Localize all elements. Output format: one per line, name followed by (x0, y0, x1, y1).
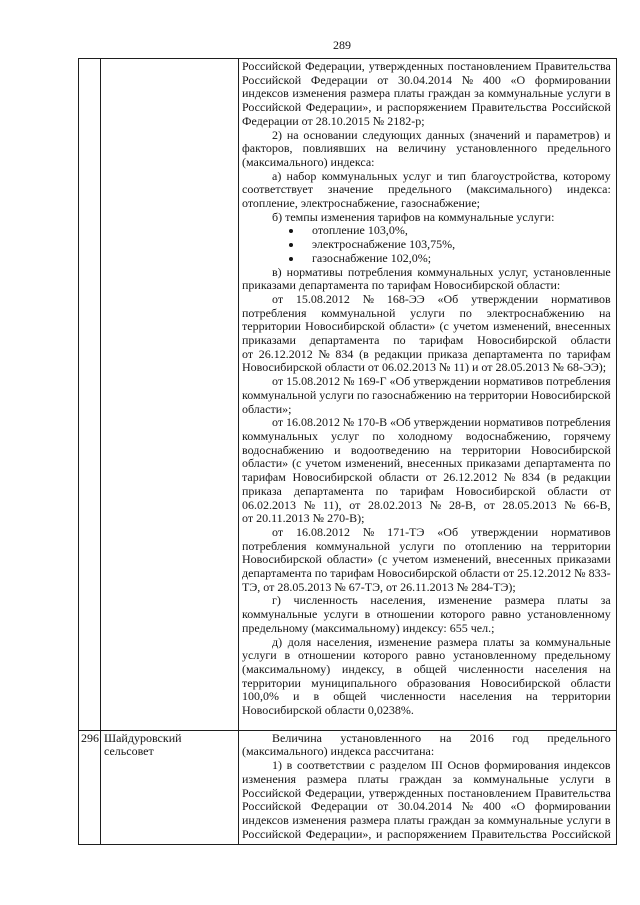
list-item (242, 224, 611, 238)
list-item (242, 252, 611, 266)
text-line (242, 307, 611, 321)
text-line (242, 649, 611, 663)
text-line (242, 636, 611, 650)
table-row (79, 731, 617, 846)
text-line-content: Российской Федерации от 30.04.2014 № 400 «О формировании (242, 72, 611, 87)
text-line-content: территории муниципального образования Новосибирской области (242, 675, 611, 690)
table-row (79, 59, 617, 731)
bullet-icon (289, 257, 293, 261)
text-line (242, 74, 611, 88)
text-line (242, 759, 611, 773)
text-line (242, 320, 611, 334)
text-line (242, 416, 611, 430)
text-line (242, 800, 611, 814)
text-line (242, 444, 611, 458)
text-line (242, 266, 611, 280)
text-line (242, 787, 611, 801)
text-line (242, 389, 611, 403)
list-item-text: газоснабжение 102,0%; (312, 250, 432, 265)
text-line (242, 553, 611, 567)
list-item (242, 238, 611, 252)
text-line-content: от 16.08.2012 № 170-В «Об утверждении нормативов потребления (272, 415, 611, 430)
text-line-content: отопление, электроснабжение, газоснабжение; (242, 196, 481, 211)
text-line (242, 732, 611, 746)
text-line-content: д) доля населения, изменение размера платы за коммунальные (272, 634, 611, 649)
text-line (242, 828, 611, 842)
text-line (242, 129, 611, 143)
text-line (242, 293, 611, 307)
text-line (242, 814, 611, 828)
text-line (242, 430, 611, 444)
text-line (242, 677, 611, 691)
text-line-content: а) набор коммунальных услуг и тип благоустройства, которому (272, 168, 611, 183)
text-line (242, 115, 611, 129)
text-line-content: в) нормативы потребления коммунальных услуг, установленные (272, 264, 611, 279)
bullet-list (242, 224, 611, 265)
paragraph (242, 526, 611, 595)
paragraph (242, 129, 611, 170)
list-item-text: электроснабжение 103,75%, (312, 237, 456, 252)
text-line-content: от 15.08.2012 № 168-ЭЭ «Об утверждении нормативов (272, 291, 611, 306)
text-line-content: Новосибирской области от 06.02.2013 № 11) и от 28.05.2013 № 68-ЭЭ); (242, 360, 607, 375)
text-line-content: Российской Федерации», и распоряжением Правительства Российской (242, 100, 611, 115)
text-line-content: соответствует значение предельного (максимального) индекса: (242, 182, 611, 197)
text-line (242, 663, 611, 677)
text-line (242, 60, 611, 74)
row-number-cell (79, 59, 101, 730)
text-line-content: потребления коммунальной услуги по отоплению на территории (242, 538, 611, 553)
text-line-content: (максимального) индекса: (242, 154, 375, 169)
text-line (242, 279, 611, 293)
text-line-content: б) темпы изменения тарифов на коммунальные услуги: (272, 209, 555, 224)
paragraph (242, 293, 611, 375)
text-line-content: Федерации от 28.10.2015 № 2182-р; (242, 113, 425, 128)
text-line (242, 197, 611, 211)
text-line-content: области»; (242, 401, 292, 416)
text-line-content: от 26.12.2012 № 834 (в редакции приказа департамента по тарифам (242, 346, 611, 361)
text-line-content: от 20.11.2013 № 270-В); (242, 511, 365, 526)
text-line-content: коммунальные услуги в отношении которого равно установленному (242, 607, 611, 622)
paragraph (242, 759, 611, 841)
text-line (242, 567, 611, 581)
description-cell (239, 59, 617, 730)
municipality-name-cell (101, 59, 239, 730)
page-number: 289 (333, 38, 351, 52)
text-line (242, 170, 611, 184)
text-line-content: Российской Федерации от 30.04.2014 № 400 «О формировании (242, 799, 611, 814)
text-line-content: (максимального) индекса рассчитана: (242, 744, 435, 759)
row-number: 296 (81, 730, 99, 745)
text-line (242, 745, 611, 759)
paragraph (242, 375, 611, 416)
text-line-content: области» (с учетом изменений, внесенных приказами департамента по (242, 456, 611, 471)
text-line-content: 2) на основании следующих данных (значений и параметров) и (272, 127, 611, 142)
text-line (242, 156, 611, 170)
text-line (242, 361, 611, 375)
text-line (242, 581, 611, 595)
text-line (242, 499, 611, 513)
text-line-content: 06.02.2013 № 11), от 28.02.2013 № 28-В, от 28.05.2013 № 66-В, (242, 497, 611, 512)
text-line (242, 690, 611, 704)
text-line-content: потребления коммунальной услуги по электроснабжению на (242, 305, 611, 320)
paragraph (242, 211, 611, 225)
text-line-content: приказа департамента по тарифам Новосибирской области от (242, 483, 611, 498)
paragraph (242, 732, 611, 759)
text-line-content: 100,0% и в общей численности населения на территории (242, 689, 611, 704)
description-cell (239, 731, 617, 845)
text-line (242, 608, 611, 622)
text-line (242, 622, 611, 636)
bullet-icon (289, 229, 293, 233)
text-line-content: от 16.08.2012 № 171-ТЭ «Об утверждении нормативов (272, 524, 611, 539)
text-line (242, 485, 611, 499)
text-line (242, 526, 611, 540)
text-line (242, 211, 611, 225)
paragraph (242, 60, 611, 129)
bullet-icon (289, 243, 293, 247)
list-item-text: отопление 103,0%, (312, 223, 408, 238)
text-line-content: факторов, повлиявших на величину установленного предельного (242, 141, 611, 156)
text-line-content: водоснабжению и водоотведению на территории Новосибирской (242, 442, 611, 457)
text-line-content: Новосибирской области» (с учетом изменений, внесенных приказами (242, 552, 611, 567)
text-line-content: территории Новосибирской области» (с учетом изменений, внесенных (242, 319, 611, 334)
text-line (242, 348, 611, 362)
text-line (242, 87, 611, 101)
text-line (242, 512, 611, 526)
text-line-content: приказами департамента по тарифам Новосибирской области: (242, 278, 561, 293)
text-line-content: тарифам Новосибирской области от 26.12.2012 № 834 (в редакции (242, 470, 611, 485)
text-line (242, 471, 611, 485)
text-line-content: г) численность населения, изменение размера платы за (272, 593, 611, 608)
text-line (242, 101, 611, 115)
text-line (242, 594, 611, 608)
text-line-content: индексов изменения размера платы граждан за коммунальные услуги в (242, 86, 611, 101)
text-line (242, 540, 611, 554)
text-line (242, 403, 611, 417)
text-line (242, 375, 611, 389)
row-number-cell (79, 731, 101, 845)
text-line-content: коммунальных услуг по холодному водоснабжению, горячему (242, 428, 611, 443)
paragraph (242, 170, 611, 211)
text-line-content: услуги в отношении которого равно установленному предельному (242, 648, 611, 663)
text-line-content: индексов изменения размера платы граждан за коммунальные услуги в (242, 812, 611, 827)
paragraph (242, 636, 611, 718)
text-line (242, 183, 611, 197)
text-line-content: коммунальной услуги по газоснабжению на территории Новосибирской (242, 387, 611, 402)
text-line-content: департамента по тарифам Новосибирской области от 25.12.2012 № 833- (242, 566, 611, 581)
text-line-content: Величина установленного на 2016 год предельного (272, 730, 611, 745)
text-line-content: Российской Федерации, утвержденных постановлением Правительства (242, 785, 611, 800)
text-line (242, 457, 611, 471)
text-line-content: (максимальному) индексу, в общей численности населения на (242, 661, 611, 676)
text-line-content: Российской Федерации», и распоряжением Правительства Российской (242, 826, 611, 841)
municipality-name: Шайдуровский сельсовет (104, 730, 182, 759)
text-line-content: предельному (максимальному) индексу: 655 чел.; (242, 620, 495, 635)
text-line-content: приказами департамента по тарифам Новосибирской области (242, 333, 611, 348)
text-line-content: от 15.08.2012 № 169-Г «Об утверждении нормативов потребления (272, 374, 611, 389)
text-line-content: изменения размера платы граждан за коммунальные услуги в (242, 771, 611, 786)
text-line (242, 142, 611, 156)
text-line-content: ТЭ, от 28.05.2013 № 67-ТЭ, от 26.11.2013 № 284-ТЭ); (242, 579, 516, 594)
text-line-content: Российской Федерации, утвержденных постановлением Правительства (242, 59, 611, 73)
paragraph (242, 266, 611, 293)
text-line (242, 704, 611, 718)
text-line (242, 334, 611, 348)
text-line-content: 1) в соответствии с разделом III Основ формирования индексов (272, 758, 611, 773)
text-line (242, 773, 611, 787)
paragraph (242, 416, 611, 526)
paragraph (242, 594, 611, 635)
text-line-content: Новосибирской области 0,0238%. (242, 703, 414, 718)
municipal-index-table (78, 58, 617, 845)
municipality-name-cell (101, 731, 239, 845)
